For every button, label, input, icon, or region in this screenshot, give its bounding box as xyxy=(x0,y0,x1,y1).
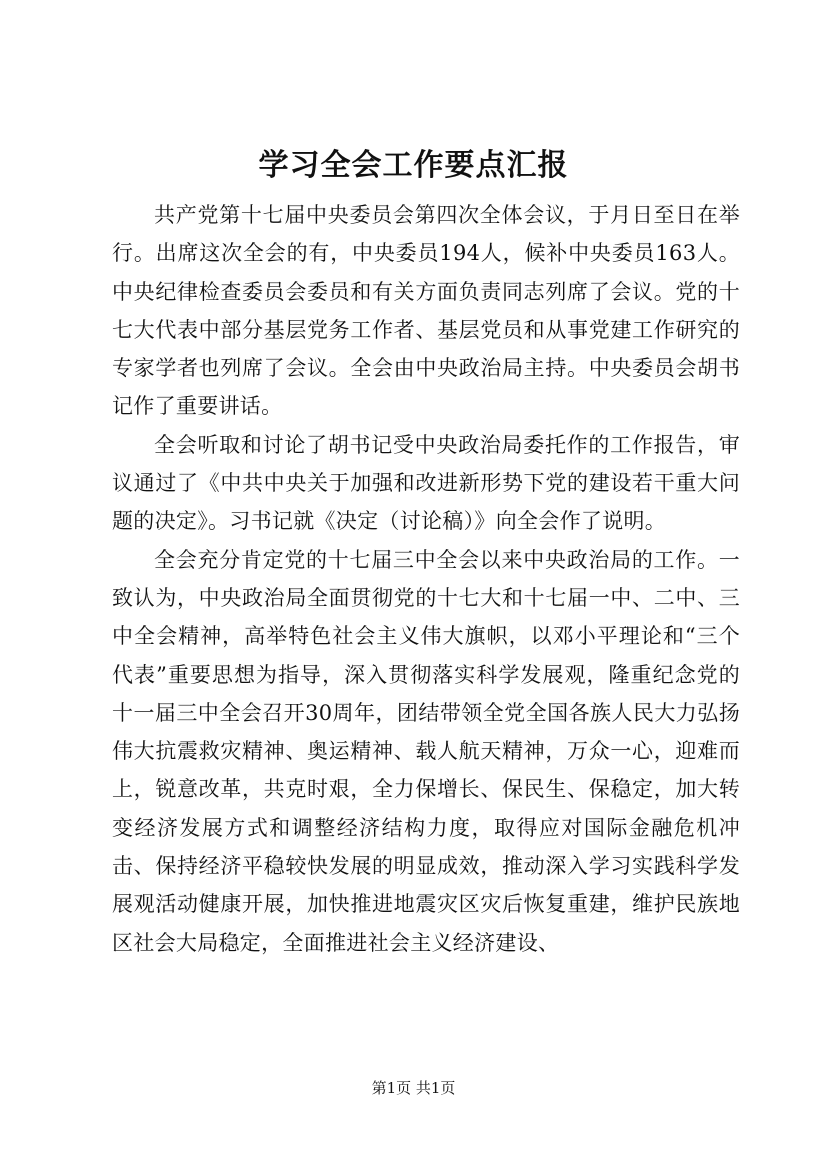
paragraph-3: 全会充分肯定党的十七届三中全会以来中央政治局的工作。一致认为，中央政治局全面贯彻党的十七大和十七届一中、二中、三中全会精神，高举特色社会主义伟大旗帜，以邓小平理论和“三个代表”重要思想为指导，深入贯彻落实科学发展观，隆重纪念党的十一届三中全会召开30周年，团结带领全党全国各族人民大力弘扬伟大抗震救灾精神、奥运精神、载人航天精神，万众一心，迎难而上，锐意改革，共克时艰，全力保增长、保民生、保稳定，加大转变经济发展方式和调整经济结构力度，取得应对国际金融危机冲击、保持经济平稳较快发展的明显成效，推动深入学习实践科学发展观活动健康开展，加快推进地震灾区灾后恢复重建，维护民族地区社会大局稳定，全面推进社会主义经济建设、 xyxy=(112,547,740,955)
document-title: 学习全会工作要点汇报 xyxy=(258,148,569,183)
document-body xyxy=(112,196,740,962)
paragraph-1: 共产党第十七届中央委员会第四次全体会议，于月日至日在举行。出席这次全会的有，中央委员194人，候补中央委员163人。中央纪律检查委员会委员和有关方面负责同志列席了会议。党的十七大代表中部分基层党务工作者、基层党员和从事党建工作研究的专家学者也列席了会议。全会由中央政治局主持。中央委员会胡书记作了重要讲话。 xyxy=(112,203,740,419)
page-footer: 第1页 共1页 xyxy=(371,1079,456,1097)
paragraph-2: 全会听取和讨论了胡书记受中央政治局委托作的工作报告，审议通过了《中共中央关于加强和改进新形势下党的建设若干重大问题的决定》。习书记就《决定（讨论稿）》向全会作了说明。 xyxy=(112,432,740,534)
